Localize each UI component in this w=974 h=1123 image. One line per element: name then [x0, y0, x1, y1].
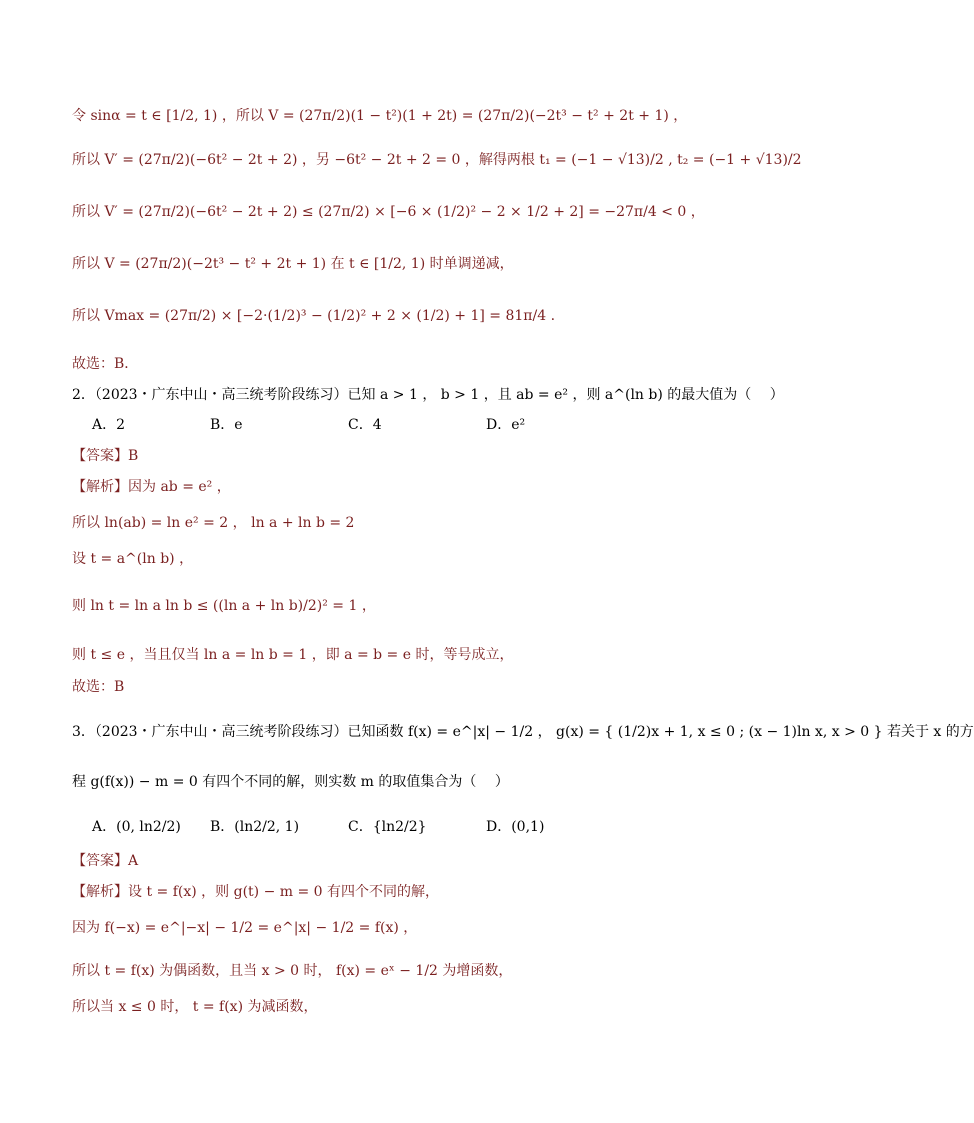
options_q3-option-3: D．(0,1) [486, 819, 545, 835]
options_q2-option-1: B．e [210, 417, 243, 433]
text-line-q2: 2．（2023・广东中山・高三统考阶段练习）已知 a > 1 ， b > 1 ，且 ab = e² ，则 a^(ln b) 的最大值为（ ） [72, 387, 784, 403]
text-line-l8: 设 t = a^(ln b) ， [72, 551, 194, 567]
options_q3-option-2: C．{ln2/2} [348, 819, 427, 835]
text-line-l3: 所以 V′ = (27π/2)(−6t² − 2t + 2) ≤ (27π/2) × [−6 × (1/2)² − 2 × 1/2 + 2] = −27π/4 < 0 ， [72, 204, 705, 220]
text-line-l10: 则 t ≤ e ，当且仅当 ln a = ln b = 1 ，即 a = b = e 时，等号成立， [72, 647, 514, 663]
text-line-l9: 则 ln t = ln a ln b ≤ ((ln a + ln b)/2)² = 1 ， [72, 598, 376, 614]
text-line-q3: 3．（2023・广东中山・高三统考阶段练习）已知函数 f(x) = e^|x| − 1/2 ， g(x) = { (1/2)x + 1, x ≤ 0 ; (x − 1)ln x, x > 0 } 若关于 x 的方 [72, 724, 974, 740]
options_q2-option-3: D．e² [486, 417, 526, 433]
text-line-a2: 【答案】B [72, 448, 139, 464]
text-line-l13: 所以 t = f(x) 为偶函数，且当 x > 0 时， f(x) = eˣ − 1/2 为增函数， [72, 963, 513, 979]
options_q2-option-2: C．4 [348, 417, 382, 433]
text-line-l2: 所以 V′ = (27π/2)(−6t² − 2t + 2) ，另 −6t² − 2t + 2 = 0 ，解得两根 t₁ = (−1 − √13)/2 , t₂ = (−1 + √13)/2 [72, 152, 802, 168]
options_q3-option-0: A．(0, ln2/2) [92, 819, 181, 835]
text-line-q3b: 程 g(f(x)) − m = 0 有四个不同的解，则实数 m 的取值集合为（ ） [72, 774, 509, 790]
text-line-l12: 因为 f(−x) = e^|−x| − 1/2 = e^|x| − 1/2 = f(x) ， [72, 920, 418, 936]
text-line-a3: 【答案】A [72, 853, 139, 869]
text-line-l5: 所以 Vmax = (27π/2) × [−2·(1/2)³ − (1/2)² + 2 × (1/2) + 1] = 81π/4 . [72, 308, 556, 324]
text-line-l6: 故选：B． [72, 356, 139, 372]
text-line-j2: 【解析】因为 ab = e² ， [72, 479, 231, 495]
text-line-l11: 故选：B [72, 679, 125, 695]
text-line-l4: 所以 V = (27π/2)(−2t³ − t² + 2t + 1) 在 t ∈ [1/2, 1) 时单调递减， [72, 256, 514, 272]
text-line-l7: 所以 ln(ab) = ln e² = 2 ， ln a + ln b = 2 [72, 515, 355, 531]
text-line-l14: 所以当 x ≤ 0 时， t = f(x) 为减函数， [72, 999, 318, 1015]
text-line-l1: 令 sinα = t ∈ [1/2, 1) ，所以 V = (27π/2)(1 − t²)(1 + 2t) = (27π/2)(−2t³ − t² + 2t + 1) ， [72, 108, 688, 124]
options_q3-option-1: B．(ln2/2, 1) [210, 819, 300, 835]
text-line-j3: 【解析】设 t = f(x) ，则 g(t) − m = 0 有四个不同的解， [72, 884, 440, 900]
options_q2-option-0: A．2 [92, 417, 126, 433]
